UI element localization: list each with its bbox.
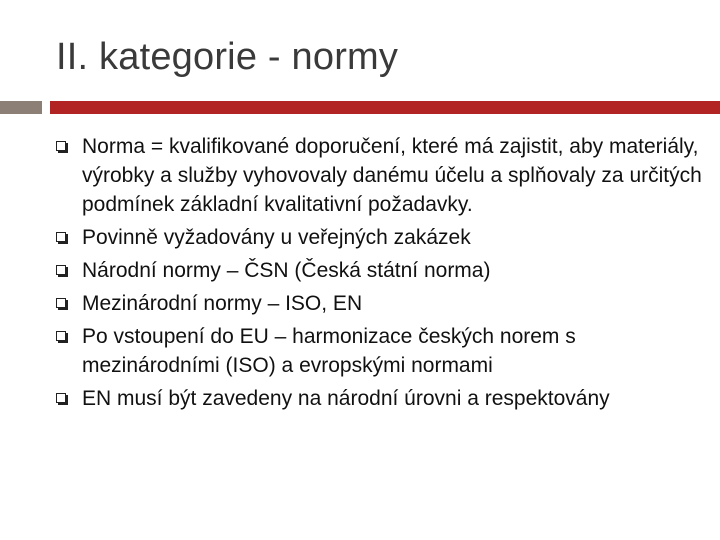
bullet-list [56,132,706,417]
square-bullet-icon [56,232,66,242]
bullet-text: Povinně vyžadovány u veřejných zakázek [82,226,471,249]
bullet-item [56,384,706,413]
bullet-text: EN musí být zavedeny na národní úrovni a respektovány [82,387,610,410]
square-bullet-icon [56,298,66,308]
bullet-item [56,132,706,219]
square-bullet-icon [56,331,66,341]
bullet-text: Národní normy – ČSN (Česká státní norma) [82,259,491,282]
bullet-item [56,289,706,318]
title-rule-accent [0,101,42,114]
square-bullet-icon [56,393,66,403]
square-bullet-icon [56,265,66,275]
title-rule-bar [50,101,720,114]
bullet-item [56,256,706,285]
bullet-item [56,322,706,380]
bullet-text: Po vstoupení do EU – harmonizace českých norem s mezinárodními (ISO) a evropskými normami [82,325,576,377]
bullet-text: Norma = kvalifikované doporučení, které má zajistit, aby materiály, výrobky a služby vyhovovaly danému účelu a splňovaly za určitých podmínek základní kvalitativní požadavky. [82,135,702,216]
bullet-text: Mezinárodní normy – ISO, EN [82,292,363,315]
square-bullet-icon [56,141,66,151]
bullet-item [56,223,706,252]
slide-title: II. kategorie - normy [56,36,399,78]
